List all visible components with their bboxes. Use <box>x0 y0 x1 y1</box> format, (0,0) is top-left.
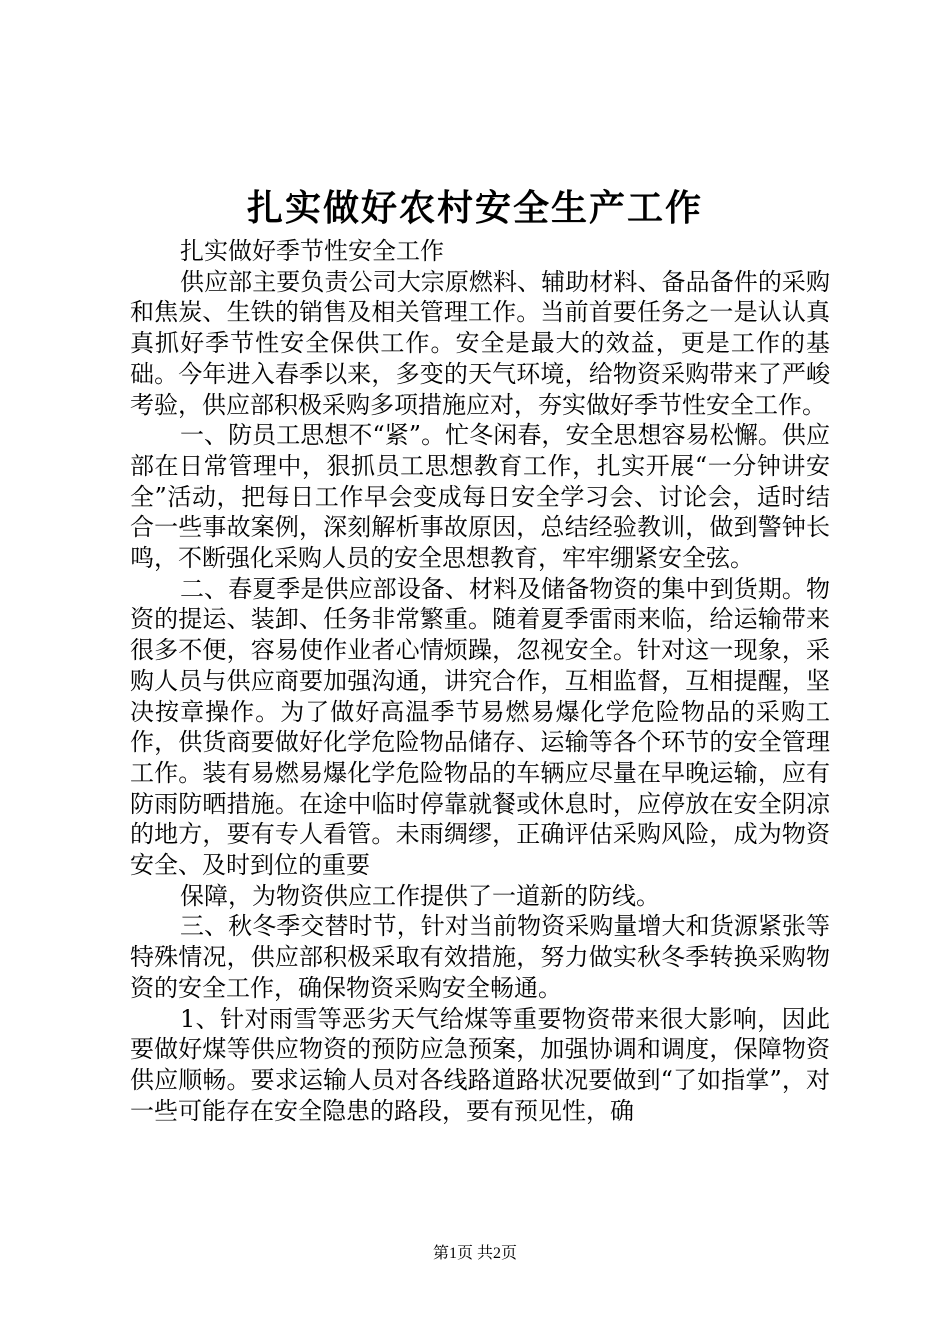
paragraph-item-one: 1、针对雨雪等恶劣天气给煤等重要物资带来很大影响，因此要做好煤等供应物资的预防应急预案，加强协调和调度，保障物资供应顺畅。要求运输人员对各线路道路状况要做到“了如指掌”，对一些可能存在安全隐患的路段，要有预见性，确 <box>130 1004 830 1125</box>
section-heading: 扎实做好季节性安全工作 <box>180 237 444 265</box>
page-number-footer: 第1页 共2页 <box>432 1245 517 1262</box>
paragraph-point-two: 二、春夏季是供应部设备、材料及储备物资的集中到货期。物资的提运、装卸、任务非常繁重。随着夏季雷雨来临，给运输带来很多不便，容易使作业者心情烦躁，忽视安全。针对这一现象，采购人员与供应商要加强沟通，讲究合作，互相监督，互相提醒，坚决按章操作。为了做好高温季节易燃易爆化学危险物品的采购工作，供货商要做好化学危险物品储存、运输等各个环节的安全管理工作。装有易燃易爆化学危险物品的车辆应尽量在早晚运输，应有防雨防晒措施。在途中临时停靠就餐或休息时，应停放在安全阴凉的地方，要有专人看管。未雨绸缪，正确评估采购风险，成为物资安全、及时到位的重要 <box>130 574 830 880</box>
document-title: 扎实做好农村安全生产工作 <box>246 187 703 229</box>
document-body <box>130 236 830 1126</box>
paragraph-point-two-continued: 保障，为物资供应工作提供了一道新的防线。 <box>180 881 660 910</box>
paragraph-point-one: 一、防员工思想不“紧”。忙冬闲春，安全思想容易松懈。供应部在日常管理中，狠抓员工思想教育工作，扎实开展“一分钟讲安全”活动，把每日工作早会变成每日安全学习会、讨论会，适时结合一些事故案例，深刻解析事故原因，总结经验教训，做到警钟长鸣，不断强化采购人员的安全思想教育，牢牢绷紧安全弦。 <box>130 421 830 573</box>
paragraph-intro: 供应部主要负责公司大宗原燃料、辅助材料、备品备件的采购和焦炭、生铁的销售及相关管理工作。当前首要任务之一是认认真真抓好季节性安全保供工作。安全是最大的效益，更是工作的基础。今年进入春季以来，多变的天气环境，给物资采购带来了严峻考验，供应部积极采购多项措施应对，夯实做好季节性安全工作。 <box>130 267 830 419</box>
paragraph-point-three: 三、秋冬季交替时节，针对当前物资采购量增大和货源紧张等特殊情况，供应部积极采取有效措施，努力做实秋冬季转换采购物资的安全工作，确保物资采购安全畅通。 <box>130 912 830 1002</box>
